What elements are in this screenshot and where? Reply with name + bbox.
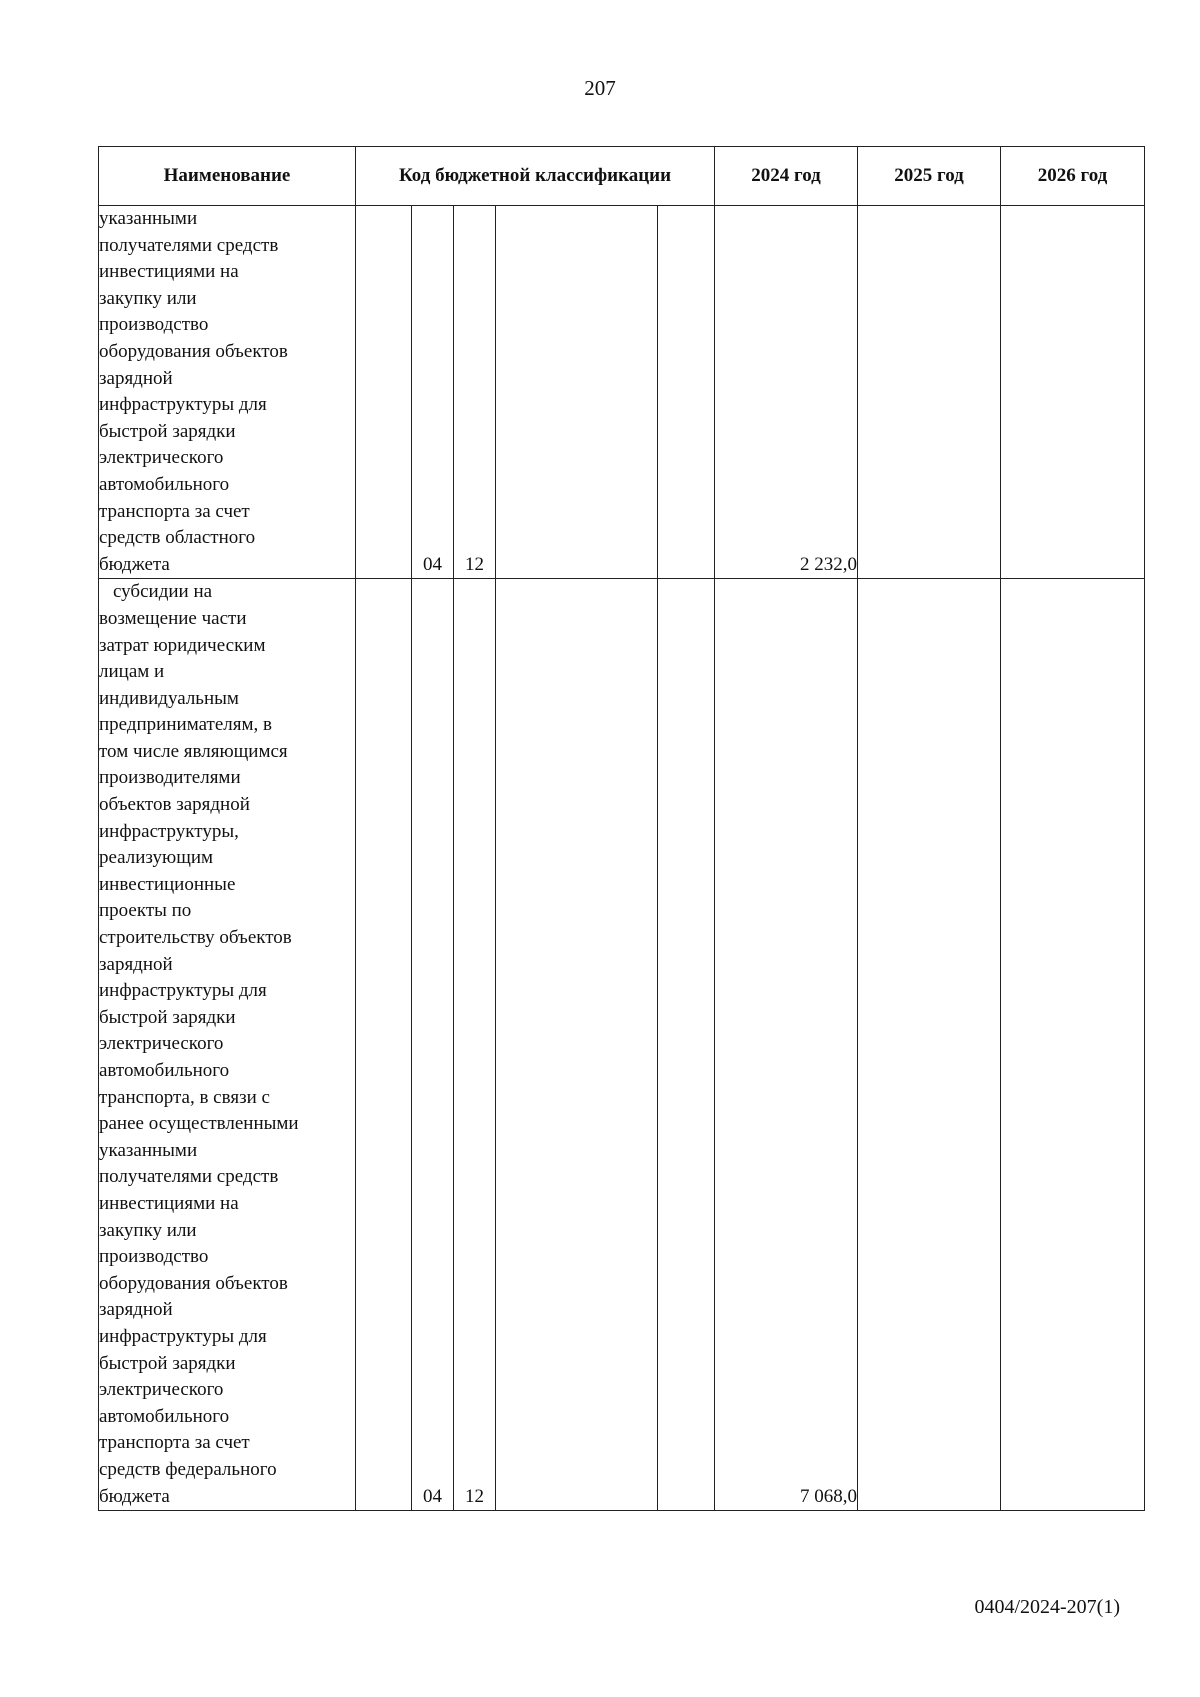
amount-2026 xyxy=(1001,579,1145,1511)
row-name-line: указанными xyxy=(99,208,198,229)
row-name-line: электрического xyxy=(99,1379,224,1401)
row-name-line: субсидии на xyxy=(113,581,213,603)
row-name-line: бюджета xyxy=(99,1485,170,1507)
row-name-line: производство xyxy=(99,1246,209,1268)
row-name-line: ранее осуществленными xyxy=(99,1113,299,1135)
row-name-line: автомобильного xyxy=(99,1060,230,1081)
row-name-line: производство xyxy=(99,314,209,336)
row-name-line: инвестиционные xyxy=(99,873,236,895)
row-name-line: зарядной xyxy=(99,367,173,389)
subsection-code: 12 xyxy=(454,206,496,579)
section-code: 04 xyxy=(412,206,454,579)
section-code: 04 xyxy=(412,579,454,1511)
row-name-line: автомобильного xyxy=(99,1405,230,1427)
row-name-line: проекты по xyxy=(99,900,192,922)
header-name: Наименование xyxy=(99,147,356,206)
amount-2024: 7 068,0 xyxy=(715,579,858,1511)
row-name-line: средств федерального xyxy=(99,1458,277,1480)
subsection-code: 12 xyxy=(454,579,496,1511)
amount-2025 xyxy=(858,206,1001,579)
row-name-line: транспорта за счет xyxy=(99,500,250,522)
row-name-line: инфраструктуры для xyxy=(99,1325,267,1347)
row-name-line: закупку или xyxy=(99,1219,197,1241)
row-name-line: транспорта за счет xyxy=(99,1432,250,1454)
row-name-line: транспорта, в связи с xyxy=(99,1086,270,1108)
row-name-line: оборудования объектов xyxy=(99,340,288,362)
row-name-line: закупку или xyxy=(99,287,197,309)
row-name-line: инвестициями на xyxy=(99,261,239,283)
row-name-line: бюджета xyxy=(99,553,170,575)
page-number: 207 xyxy=(584,76,616,100)
row-name-line: затрат юридическим xyxy=(99,634,266,656)
row-name xyxy=(99,579,356,1511)
target-code xyxy=(496,206,658,579)
row-name-line: быстрой зарядки xyxy=(99,420,236,442)
row-name-line: получателями средств xyxy=(99,1166,279,1188)
row-name-line: строительству объектов xyxy=(99,927,292,949)
row-name-line: возмещение части xyxy=(99,607,247,629)
row-name-line: предпринимателям, в xyxy=(99,714,272,736)
row-name-line: электрического xyxy=(99,447,224,469)
table-row xyxy=(99,579,1145,1511)
row-name-line: указанными xyxy=(99,1139,198,1161)
amount-2026 xyxy=(1001,206,1145,579)
row-name-line: электрического xyxy=(99,1033,224,1055)
row-name-line: лицам и xyxy=(99,661,165,683)
expense-type-code xyxy=(658,206,715,579)
code-cell-1 xyxy=(356,579,412,1511)
amount-2025 xyxy=(858,579,1001,1511)
row-name-line: инвестициями на xyxy=(99,1192,239,1214)
header-2025: 2025 год xyxy=(858,147,1001,206)
code-cell-1 xyxy=(356,206,412,579)
header-2026: 2026 год xyxy=(1001,147,1145,206)
row-name-line: производителями xyxy=(99,767,241,789)
row-name xyxy=(99,206,356,579)
row-name-line: том числе являющимся xyxy=(99,740,288,762)
row-name-line: зарядной xyxy=(99,1299,173,1321)
expense-type-code xyxy=(658,579,715,1511)
target-code xyxy=(496,579,658,1511)
row-name-line: зарядной xyxy=(99,953,173,975)
amount-2024: 2 232,0 xyxy=(715,206,858,579)
row-name-line: автомобильного xyxy=(99,473,230,495)
document-code: 0404/2024-207(1) xyxy=(974,1596,1120,1618)
row-name-line: инфраструктуры, xyxy=(99,820,239,842)
row-name-line: инфраструктуры для xyxy=(99,394,267,416)
budget-table xyxy=(98,146,1145,1511)
row-name-line: реализующим xyxy=(99,847,214,869)
row-name-line: средств областного xyxy=(99,527,256,549)
row-name-line: инфраструктуры для xyxy=(99,980,267,1002)
header-2024: 2024 год xyxy=(715,147,858,206)
row-name-line: быстрой зарядки xyxy=(99,1006,236,1028)
row-name-line: быстрой зарядки xyxy=(99,1352,236,1374)
header-code: Код бюджетной классификации xyxy=(356,147,715,206)
row-name-line: получателями средств xyxy=(99,234,279,256)
row-name-line: оборудования объектов xyxy=(99,1272,288,1294)
table-row xyxy=(99,206,1145,579)
row-name-line: индивидуальным xyxy=(99,687,239,709)
row-name-line: объектов зарядной xyxy=(99,794,250,816)
table-header-row xyxy=(99,147,1145,206)
